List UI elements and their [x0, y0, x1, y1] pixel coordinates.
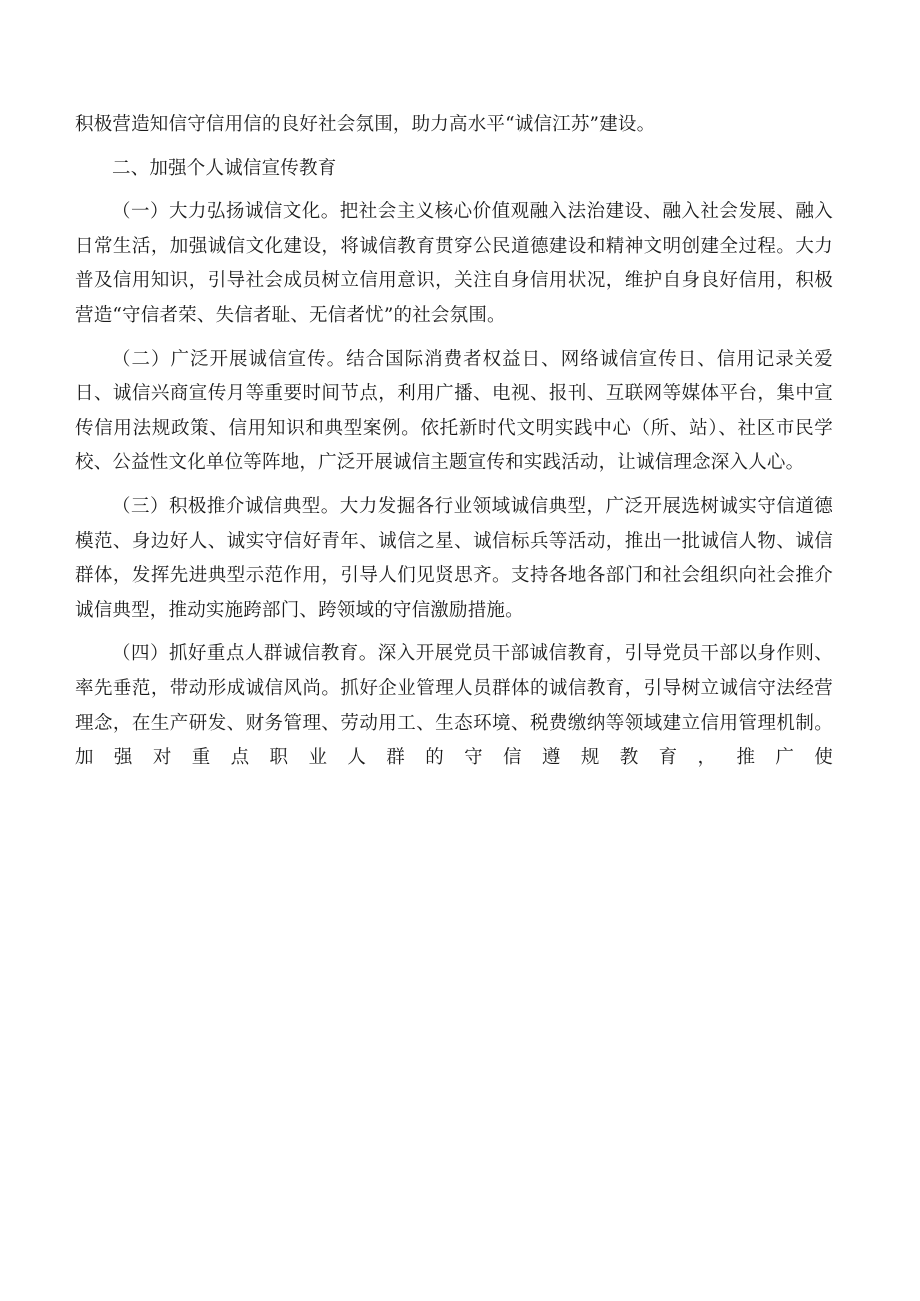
- document-body: [75, 108, 833, 785]
- continuation-paragraph: 积极营造知信守信用信的良好社会氛围，助力高水平“诚信江苏”建设。: [75, 114, 656, 135]
- paragraph-1: （一）大力弘扬诚信文化。把社会主义核心价值观融入法治建设、融入社会发展、融入日常生活，加强诚信文化建设，将诚信教育贯穿公民道德建设和精神文明创建全过程。大力普及信用知识，引导社会成员树立信用意识，关注自身信用状况，维护自身良好信用，积极营造“守信者荣、失信者耻、无信者忧”的社会氛围。: [75, 201, 833, 326]
- paragraph-2: （二）广泛开展诚信宣传。结合国际消费者权益日、网络诚信宣传日、信用记录关爱日、诚信兴商宣传月等重要时间节点，利用广播、电视、报刊、互联网等媒体平台，集中宣传信用法规政策、信用知识和典型案例。依托新时代文明实践中心（所、站）、社区市民学校、公益性文化单位等阵地，广泛开展诚信主题宣传和实践活动，让诚信理念深入人心。: [75, 348, 833, 474]
- paragraph-4: （四）抓好重点人群诚信教育。深入开展党员干部诚信教育，引导党员干部以身作则、率先垂范，带动形成诚信风尚。抓好企业管理人员群体的诚信教育，引导树立诚信守法经营理念，在生产研发、财务管理、劳动用工、生态环境、税费缴纳等领域建立信用管理机制。加强对重点职业人群的守信遵规教育，推广使: [75, 643, 833, 769]
- section-heading: 二、加强个人诚信宣传教育: [112, 157, 337, 179]
- paragraph-3: （三）积极推介诚信典型。大力发掘各行业领域诚信典型，广泛开展选树诚实守信道德模范、身边好人、诚实守信好青年、诚信之星、诚信标兵等活动，推出一批诚信人物、诚信群体，发挥先进典型示范作用，引导人们见贤思齐。支持各地各部门和社会组织向社会推介诚信典型，推动实施跨部门、跨领域的守信激励措施。: [75, 495, 833, 621]
